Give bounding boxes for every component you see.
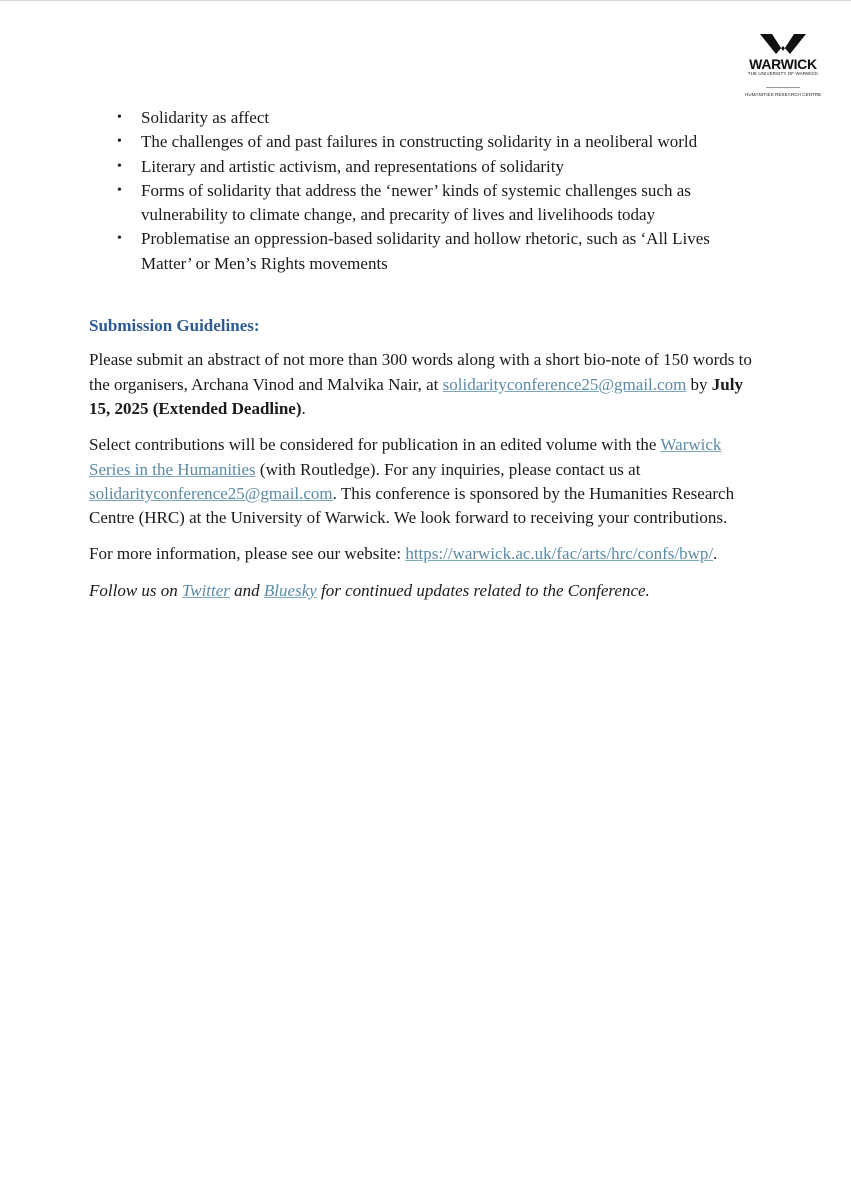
twitter-link[interactable]: Twitter <box>182 580 230 600</box>
submission-guidelines-heading: Submission Guidelines: <box>89 316 260 336</box>
warwick-series-link[interactable]: Warwick Series in the Humanities <box>89 435 722 479</box>
logo-divider <box>766 87 800 88</box>
contact-email-link[interactable]: solidarityconference25@gmail.com <box>442 374 687 394</box>
list-item: • Problematise an oppression-based solidarity and hollow rhetoric, such as ‘All Lives Matter’ or Men’s Rights movements <box>117 229 710 273</box>
bullet-icon: • <box>117 134 122 150</box>
deadline-text: July 15, 2025 (Extended Deadline) <box>89 374 743 418</box>
warwick-w-mark-icon <box>760 34 806 54</box>
bullet-icon: • <box>117 158 122 174</box>
bullet-icon: • <box>117 110 122 125</box>
list-item: • Solidarity as affect <box>89 106 759 130</box>
website-paragraph: For more information, please see our website: https://warwick.ac.uk/fac/arts/hrc/confs/bwp/. <box>89 544 718 564</box>
logo-wordmark: WARWICK <box>749 56 817 72</box>
abstract-instructions-paragraph: Please submit an abstract of not more than 300 words along with a short bio-note of 150 words to the organisers, Archana Vinod and Malvika Nair, at solidarityconference25@gmail.com by July 15, 2025 (Extended Deadline). <box>89 350 752 418</box>
bullet-icon: • <box>117 231 122 247</box>
list-item: • Literary and artistic activism, and representations of solidarity <box>89 155 759 179</box>
page-top-divider <box>0 0 851 1</box>
list-item: • Forms of solidarity that address the ‘newer’ kinds of systemic challenges such as vulnerability to climate change, and precarity of lives and livelihoods today <box>117 180 691 225</box>
topic-bullet-list <box>89 106 759 276</box>
logo-department-line: HUMANITIES RESEARCH CENTRE <box>745 92 822 97</box>
bullet-icon: • <box>117 182 122 198</box>
warwick-logo <box>745 34 821 98</box>
social-follow-paragraph: Follow us on Twitter and Bluesky for continued updates related to the Conference. <box>89 580 650 600</box>
list-item: • The challenges of and past failures in constructing solidarity in a neoliberal world <box>89 130 759 154</box>
website-link[interactable]: https://warwick.ac.uk/fac/arts/hrc/confs/bwp/ <box>405 544 714 564</box>
logo-university-line: THE UNIVERSITY OF WARWICK <box>747 71 819 76</box>
bluesky-link[interactable]: Bluesky <box>263 580 317 600</box>
document-body <box>89 106 759 615</box>
publication-paragraph: Select contributions will be considered for publication in an edited volume with the Warwick Series in the Humanities (with Routledge). For any inquiries, please contact us at solidarityconference25@gmail.com. This conference is sponsored by the Humanities Research Centre (HRC) at the University of Warwick. We look forward to receiving your contributions. <box>89 435 735 528</box>
inquiries-email-link[interactable]: solidarityconference25@gmail.com <box>89 483 333 503</box>
